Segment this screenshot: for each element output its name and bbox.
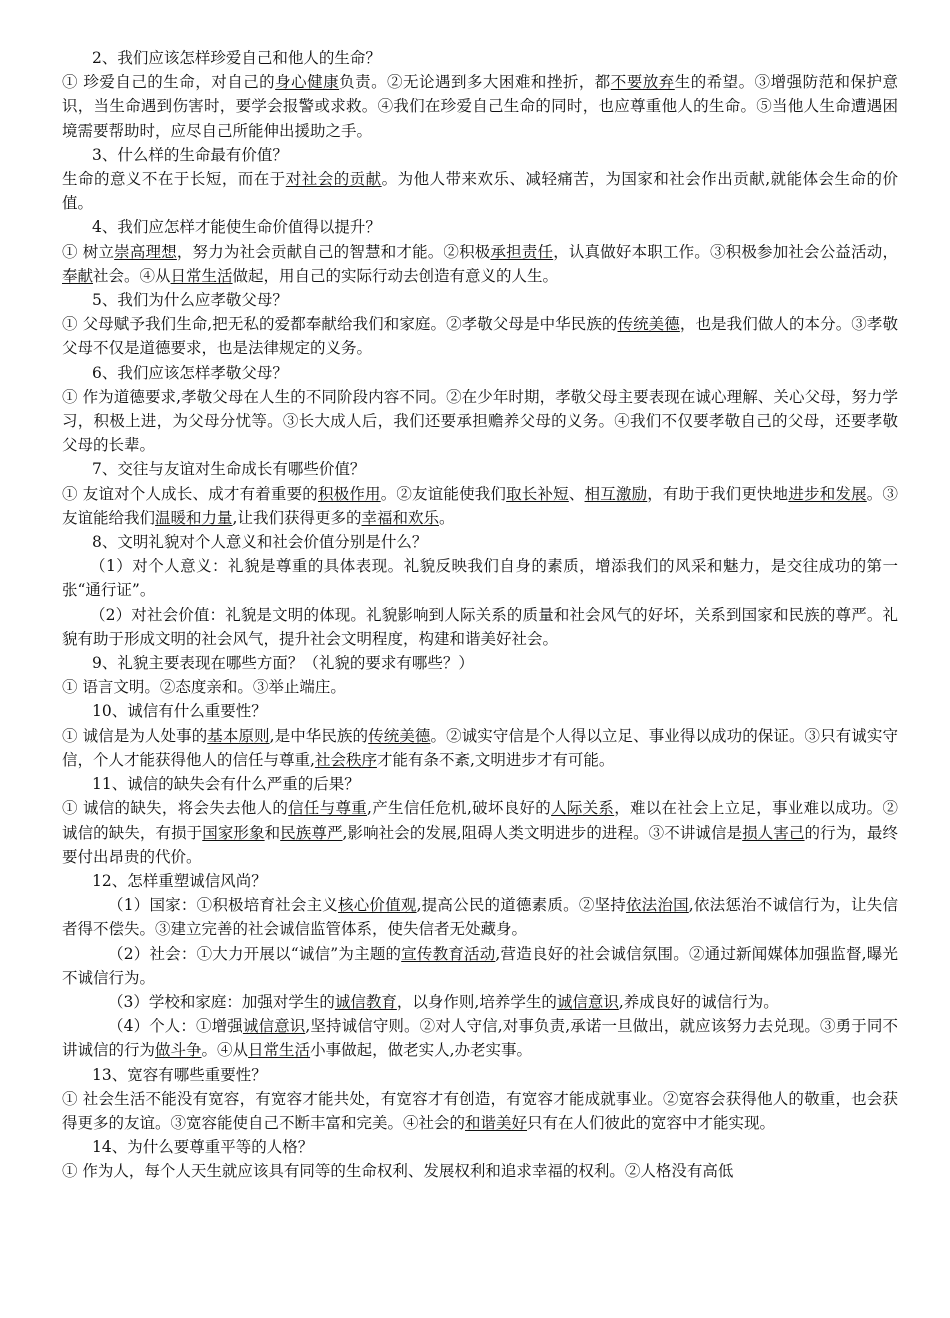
key-term: 国家形象 (202, 823, 265, 842)
text-run: （4）个人：①增强 (108, 1017, 243, 1036)
text-run: 14、为什么要尊重平等的人格？ (92, 1138, 314, 1157)
document-page (62, 46, 898, 1184)
answer-paragraph (62, 482, 898, 530)
key-term: 基本原则 (207, 726, 270, 745)
text-run: 小事做起，做老实人,办老实事。 (310, 1041, 532, 1060)
question-heading (62, 46, 898, 70)
answer-paragraph (62, 796, 898, 869)
text-run: 。②友谊能使我们 (380, 484, 507, 503)
text-run: 8、文明礼貌对个人意义和社会价值分别是什么？ (92, 533, 428, 552)
text-run: （2）对社会价值：礼貌是文明的体现。礼貌影响到人际关系的质量和社会风气的好坏，关系到国家和民族的尊严。礼貌有助于形成文明的社会风气，提升社会文明程度，构建和谐美好社会。 (62, 605, 898, 648)
text-run: ① 作为人，每个人天生就应该具有同等的生命权利、发展权利和追求幸福的权利。②人格没有高低 (62, 1162, 734, 1181)
question-heading (62, 651, 898, 675)
answer-paragraph (62, 942, 898, 990)
text-run: 负责。②无论遇到多大困难和挫折，都 (339, 73, 611, 92)
text-run: ,让我们获得更多的 (232, 508, 362, 527)
key-term: 人际关系 (551, 799, 615, 818)
key-term: 传统美德 (368, 726, 431, 745)
key-term: 取长补短 (506, 484, 569, 503)
question-heading (62, 215, 898, 239)
text-run: 9、礼貌主要表现在哪些方面？（礼貌的要求有哪些？） (92, 654, 474, 673)
text-run: 才能有条不紊,文明进步才有可能。 (376, 750, 615, 769)
text-run: 。②诚实守信是个人得以立足、事业得以成功的保证。③只有诚实守信，个人才能获得他人的信任与尊重, (62, 726, 898, 769)
question-heading (62, 772, 898, 796)
key-term: 诚信意识 (556, 992, 619, 1011)
text-run: ,依法惩治不诚信行为，让失信者得不偿失。③建立完善的社会诚信监管体系，使失信者无处藏身。 (62, 896, 898, 939)
answer-paragraph (62, 554, 898, 602)
key-term: 信任与尊重 (288, 799, 368, 818)
key-term: 相互激励 (584, 484, 648, 503)
text-run: ,养成良好的诚信行为。 (618, 992, 779, 1011)
text-run: ① 友谊对个人成长、成才有着重要的 (62, 484, 318, 503)
text-run: 3、什么样的生命最有价值？ (92, 145, 288, 164)
key-term: 进步和发展 (788, 484, 867, 503)
question-heading (62, 1063, 898, 1087)
key-term: 宣传教育活动 (401, 944, 496, 963)
text-run: 生命的意义不在于长短，而在于 (62, 170, 286, 189)
key-term: 损人害己 (742, 823, 805, 842)
text-run: ,营造良好的社会诚信氛围。②通过新闻媒体加强监督,曝光不诚信行为。 (62, 944, 898, 987)
key-term: 积极作用 (317, 484, 381, 503)
key-term: 核心价值观 (338, 896, 417, 915)
answer-paragraph (62, 675, 898, 699)
text-run: ，难以在社会上立足，事业难以成功。②诚信的缺失，有损于 (62, 799, 898, 842)
answer-paragraph (62, 167, 898, 215)
key-term: 和谐美好 (465, 1113, 528, 1132)
text-run: 5、我们为什么应孝敬父母？ (92, 291, 288, 310)
key-term: 对社会的贡献 (285, 170, 382, 189)
text-run: 做起，用自己的实际行动去创造有意义的人生。 (232, 266, 559, 285)
question-heading (62, 457, 898, 481)
key-term: 诚信意识 (242, 1017, 306, 1036)
key-term: 日常生活 (248, 1041, 311, 1060)
key-term: 崇高理想 (114, 242, 177, 261)
text-run: ,影响社会的发展,阻碍人类文明进步的进程。③不讲诚信是 (342, 823, 743, 842)
key-term: 做斗争 (155, 1041, 202, 1060)
text-run: ① 树立 (62, 242, 115, 261)
key-term: 身心健康 (275, 73, 340, 92)
question-heading (62, 530, 898, 554)
answer-paragraph (62, 1087, 898, 1135)
text-run: （3）学校和家庭：加强对学生的 (108, 992, 335, 1011)
answer-paragraph (62, 724, 898, 772)
text-run: ,产生信任危机,破坏良好的 (367, 799, 552, 818)
key-term: 承担责任 (490, 242, 554, 261)
text-run: ① 父母赋予我们生命,把无私的爱都奉献给我们和家庭。②孝敬父母是中华民族的 (62, 315, 618, 334)
text-run: ① 诚信的缺失，将会失去他人的 (62, 799, 289, 818)
text-run: ① 作为道德要求,孝敬父母在人生的不同阶段内容不同。②在少年时期，孝敬父母主要表现在诚心理解、关心父母，努力学习，积极上进，为父母分忧等。③长大成人后，我们还要承担赡养父母的义务。④我们不仅要孝敬自己的父母，还要孝敬父母的长辈。 (62, 387, 898, 455)
question-heading (62, 1135, 898, 1159)
text-run: 。③友谊能给我们 (62, 484, 898, 527)
text-run: 。④从 (201, 1041, 249, 1060)
key-term: 社会秩序 (314, 750, 377, 769)
text-run: 2、我们应该怎样珍爱自己和他人的生命？ (92, 49, 381, 67)
text-run: ① 语言文明。②态度亲和。③举止端庄。 (62, 678, 346, 697)
question-heading (62, 288, 898, 312)
answer-paragraph (62, 990, 898, 1014)
text-run: 社会。④从 (93, 266, 171, 285)
text-run: 生的希望。③增强防范和保护意识，当生命遇到伤害时，要学会报警或求救。④我们在珍爱自己生命的同时，也应尊重他人的生命。⑤当他人生命遭遇困境需要帮助时，应尽自己所能伸出援助之手。 (62, 73, 898, 140)
text-run: ,提高公民的道德素质。②坚持 (416, 896, 626, 915)
text-run: 4、我们应怎样才能使生命价值得以提升？ (92, 218, 381, 237)
text-run: ，以身作则,培养学生的 (396, 992, 557, 1011)
answer-paragraph (62, 240, 898, 288)
text-run: 6、我们应该怎样孝敬父母？ (92, 363, 288, 382)
text-run: 12、怎样重塑诚信风尚？ (92, 871, 267, 890)
answer-paragraph (62, 1014, 898, 1062)
question-heading (62, 143, 898, 167)
text-run: 的行为，最终要付出昂贵的代价。 (62, 823, 898, 866)
text-run: （1）国家：①积极培育社会主义 (108, 896, 339, 915)
answer-paragraph (62, 603, 898, 651)
key-term: 温暖和力量 (155, 508, 233, 527)
text-run: ，也是我们做人的本分。③孝敬父母不仅是道德要求，也是法律规定的义务。 (62, 315, 898, 358)
key-term: 民族尊严 (280, 823, 343, 842)
text-run: 10、诚信有什么重要性？ (92, 702, 267, 721)
answer-paragraph (62, 312, 898, 360)
text-run: 。为他人带来欢乐、减轻痛苦，为国家和社会作出贡献,就能体会生命的价值。 (62, 170, 898, 213)
text-run: （2）社会：①大力开展以“诚信”为主题的 (108, 944, 402, 963)
key-term: 传统美德 (617, 315, 680, 334)
text-run: ① 珍爱自己的生命，对自己的 (62, 73, 276, 92)
answer-paragraph (62, 385, 898, 458)
text-run: ,坚持诚信守则。②对人守信,对事负责,承诺一旦做出，就应该努力去兑现。③勇于同不讲诚信的行为 (62, 1017, 898, 1060)
key-term: 不要放弃 (610, 73, 675, 92)
question-heading (62, 869, 898, 893)
text-run: ，努力为社会贡献自己的智慧和才能。②积极 (176, 242, 491, 261)
key-term: 诚信教育 (334, 992, 397, 1011)
text-run: ① 诚信是为人处事的 (62, 726, 208, 745)
text-run: 13、宽容有哪些重要性？ (92, 1065, 267, 1084)
text-run: 和 (264, 823, 281, 842)
text-run: 。 (438, 508, 455, 527)
question-heading (62, 699, 898, 723)
text-run: 、 (568, 484, 585, 503)
text-run: 7、交往与友谊对生命成长有哪些价值？ (92, 460, 366, 479)
answer-paragraph (62, 893, 898, 941)
text-run: ,是中华民族的 (269, 726, 369, 745)
text-run: ① 社会生活不能没有宽容，有宽容才能共处，有宽容才有创造，有宽容才能成就事业。②宽容会获得他人的敬重，也会获得更多的友谊。③宽容能使自己不断丰富和完美。④社会的 (62, 1089, 898, 1132)
key-term: 依法治国 (625, 896, 689, 915)
key-term: 奉献 (62, 266, 94, 285)
text-run: （1）对个人意义：礼貌是尊重的具体表现。礼貌反映我们自身的素质，增添我们的风采和魅力，是交往成功的第一张“通行证”。 (62, 557, 898, 600)
key-term: 幸福和欢乐 (361, 508, 439, 527)
question-heading (62, 361, 898, 385)
text-run: 只有在人们彼此的宽容中才能实现。 (527, 1113, 776, 1132)
text-run: ，认真做好本职工作。③积极参加社会公益活动， (553, 242, 898, 261)
answer-paragraph (62, 70, 898, 143)
text-run: ，有助于我们更快地 (647, 484, 789, 503)
answer-paragraph (62, 1159, 898, 1183)
text-run: 11、诚信的缺失会有什么严重的后果？ (92, 775, 360, 794)
key-term: 日常生活 (170, 266, 233, 285)
